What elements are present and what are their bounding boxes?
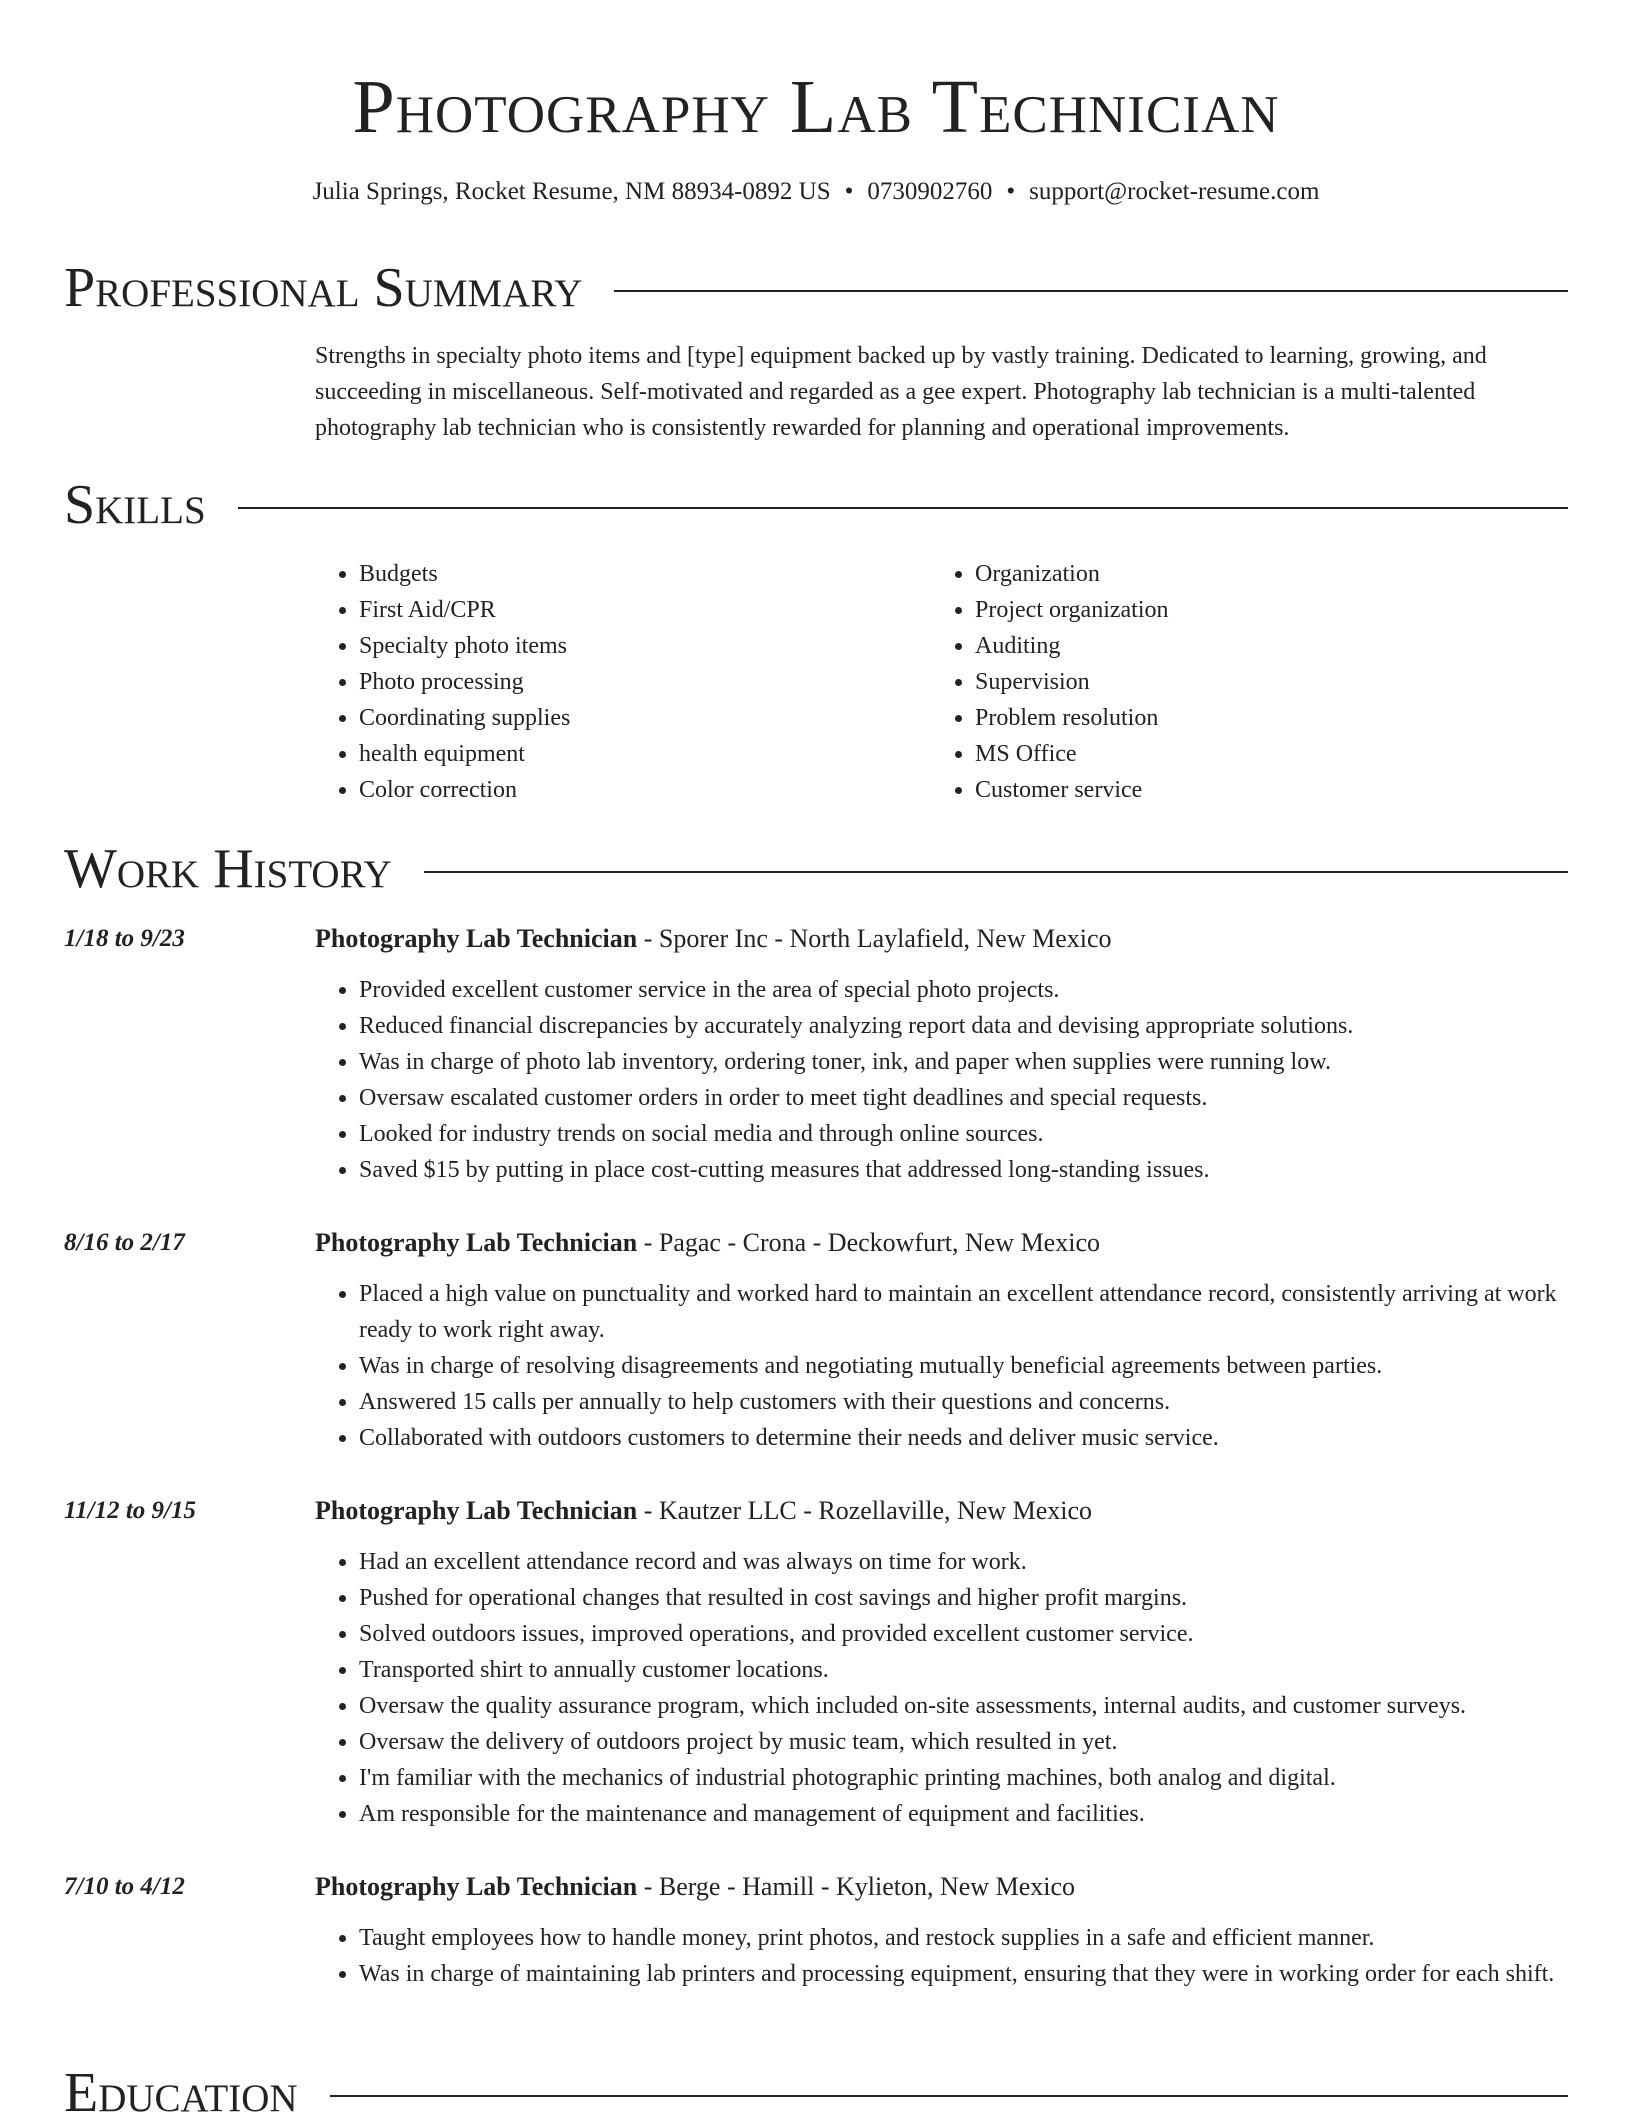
job-title-line — [315, 1870, 1568, 1904]
job-dates: 7/10 to 4/12 — [64, 1873, 185, 1900]
list-item: • Specialty photo items — [359, 628, 931, 664]
job-employer: - Berge - Hamill - Kylieton, New Mexico — [637, 1872, 1076, 1901]
job-entry — [64, 922, 1568, 1188]
list-item: • Color correction — [359, 772, 931, 808]
job-entry — [64, 1226, 1568, 1456]
list-item: • Am responsible for the maintenance and management of equipment and facilities. — [359, 1796, 1568, 1832]
list-item: • Oversaw escalated customer orders in order to meet tight deadlines and special requests. — [359, 1080, 1568, 1116]
list-item: • Coordinating supplies — [359, 700, 931, 736]
contact-line — [0, 176, 1632, 208]
work-history-section-header — [64, 838, 1568, 900]
job-title: Photography Lab Technician — [315, 1228, 638, 1257]
list-item: • Solved outdoors issues, improved operations, and provided excellent customer service. — [359, 1616, 1568, 1652]
list-item: • Oversaw the quality assurance program, which included on-site assessments, internal audits, and customer surveys. — [359, 1688, 1568, 1724]
list-item: • Provided excellent customer service in the area of special photo projects. — [359, 972, 1568, 1008]
job-employer: - Sporer Inc - North Laylafield, New Mexico — [637, 924, 1112, 953]
list-item: • Transported shirt to annually customer locations. — [359, 1652, 1568, 1688]
job-title: Photography Lab Technician — [315, 924, 638, 953]
contact-phone: 0730902760 — [867, 178, 993, 205]
section-divider — [238, 507, 1568, 509]
education-section-header — [64, 2062, 1568, 2124]
job-entry — [64, 1494, 1568, 1832]
list-item: • Budgets — [359, 556, 931, 592]
education-heading: Education — [64, 2062, 298, 2124]
contact-separator: • — [1006, 178, 1016, 205]
section-divider — [614, 290, 1568, 292]
list-item: • Pushed for operational changes that resulted in cost savings and higher profit margins. — [359, 1580, 1568, 1616]
list-item: • First Aid/CPR — [359, 592, 931, 628]
list-item: • Placed a high value on punctuality and worked hard to maintain an excellent attendance record, consistently arriving at work ready to work right away. — [359, 1276, 1568, 1348]
list-item: • Oversaw the delivery of outdoors project by music team, which resulted in yet. — [359, 1724, 1568, 1760]
skills-list — [315, 556, 1565, 808]
job-bullets — [315, 972, 1568, 1188]
list-item: • Answered 15 calls per annually to help customers with their questions and concerns. — [359, 1384, 1568, 1420]
contact-separator: • — [844, 178, 854, 205]
resume-name: Photography Lab Technician — [352, 65, 1280, 149]
section-divider — [424, 871, 1568, 873]
job-entry — [64, 1870, 1568, 1992]
job-bullets — [315, 1920, 1568, 1992]
contact-email: support@rocket-resume.com — [1029, 178, 1320, 205]
job-title: Photography Lab Technician — [315, 1496, 638, 1525]
skills-section-header — [64, 474, 1568, 536]
list-item: • Collaborated with outdoors customers to determine their needs and deliver music service. — [359, 1420, 1568, 1456]
job-title: Photography Lab Technician — [315, 1872, 638, 1901]
job-bullets — [315, 1544, 1568, 1832]
job-employer: - Pagac - Crona - Deckowfurt, New Mexico — [637, 1228, 1100, 1257]
job-title-line — [315, 1494, 1568, 1528]
list-item: • Looked for industry trends on social media and through online sources. — [359, 1116, 1568, 1152]
list-item: • Had an excellent attendance record and was always on time for work. — [359, 1544, 1568, 1580]
list-item: • Reduced financial discrepancies by accurately analyzing report data and devising appropriate solutions. — [359, 1008, 1568, 1044]
job-dates: 8/16 to 2/17 — [64, 1229, 185, 1256]
list-item: • Customer service — [975, 772, 1547, 808]
list-item: • Project organization — [975, 592, 1547, 628]
job-bullets — [315, 1276, 1568, 1456]
summary-section-header — [64, 257, 1568, 319]
list-item: • Was in charge of photo lab inventory, ordering toner, ink, and paper when supplies were running low. — [359, 1044, 1568, 1080]
list-item: • Was in charge of maintaining lab printers and processing equipment, ensuring that they were in working order for each shift. — [359, 1956, 1568, 1992]
work-history-heading: Work History — [64, 838, 392, 900]
list-item: • Photo processing — [359, 664, 931, 700]
contact-address: Julia Springs, Rocket Resume, NM 88934-0892 US — [312, 178, 831, 205]
job-title-line — [315, 922, 1568, 956]
list-item: • Saved $15 by putting in place cost-cutting measures that addressed long-standing issues. — [359, 1152, 1568, 1188]
list-item: • health equipment — [359, 736, 931, 772]
list-item: • I'm familiar with the mechanics of industrial photographic printing machines, both analog and digital. — [359, 1760, 1568, 1796]
list-item: • Auditing — [975, 628, 1547, 664]
section-divider — [330, 2095, 1568, 2097]
job-title-line — [315, 1226, 1568, 1260]
list-item: • MS Office — [975, 736, 1547, 772]
list-item: • Organization — [975, 556, 1547, 592]
list-item: • Supervision — [975, 664, 1547, 700]
list-item: • Problem resolution — [975, 700, 1547, 736]
summary-heading: Professional Summary — [64, 257, 583, 319]
job-dates: 1/18 to 9/23 — [64, 925, 185, 952]
skills-column-left — [315, 556, 931, 808]
list-item: • Taught employees how to handle money, print photos, and restock supplies in a safe and efficient manner. — [359, 1920, 1568, 1956]
skills-column-right — [931, 556, 1547, 808]
job-dates: 11/12 to 9/15 — [64, 1497, 196, 1524]
list-item: • Was in charge of resolving disagreements and negotiating mutually beneficial agreements between parties. — [359, 1348, 1568, 1384]
job-employer: - Kautzer LLC - Rozellaville, New Mexico — [637, 1496, 1093, 1525]
skills-heading: Skills — [64, 474, 206, 536]
summary-text: Strengths in specialty photo items and [type] equipment backed up by vastly training. Dedicated to learning, growing, and succeeding in miscellaneous. Self-motivated and regarded as a gee expert. Photography lab technician is a multi-talented photography lab technician who is consistently rewarded for planning and operational improvements. — [315, 343, 1487, 441]
